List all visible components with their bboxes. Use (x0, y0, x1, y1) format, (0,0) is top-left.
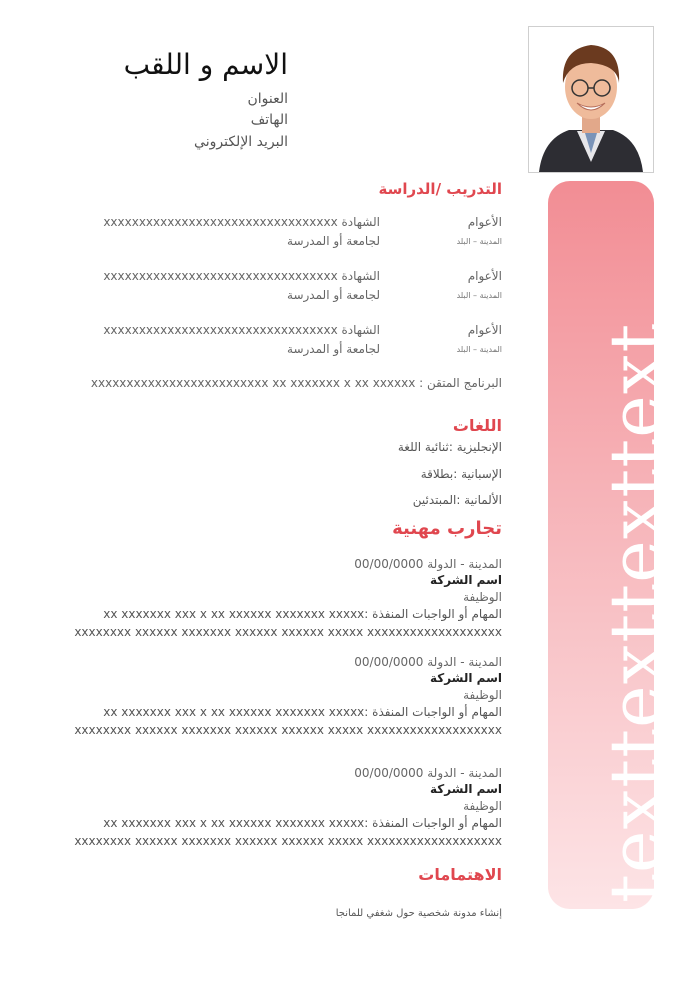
experience-location-date: المدينة - الدولة 00/00/0000 (354, 766, 502, 780)
education-years: الأعوام (467, 269, 502, 283)
experience-location-date: المدينة - الدولة 00/00/0000 (354, 557, 502, 571)
education-years: الأعوام (467, 215, 502, 229)
education-school: لجامعة أو المدرسة (287, 234, 380, 248)
education-city: المدينة – البلد (456, 291, 502, 300)
profile-photo (528, 26, 654, 173)
education-title: التدريب /الدراسة (378, 180, 502, 198)
email: البريد الإلكتروني (194, 134, 288, 150)
job-tasks-continued: xxxxxxxx xxxxxx xxxxxxx xxxxxx xxxxxx xxxxx xxxxxxxxxxxxxxxxxxx (74, 834, 502, 848)
language-item: الإنجليزية :ثنائية اللغة (397, 440, 502, 454)
person-name: الاسم و اللقب (123, 48, 288, 81)
company-name: اسم الشركة (429, 573, 502, 587)
education-school: لجامعة أو المدرسة (287, 342, 380, 356)
language-item: الألمانية :المبتدئين (412, 493, 502, 507)
experience-title: تجارب مهنية (392, 518, 502, 539)
sidebar-vertical-text: texttexttexttext (594, 322, 678, 903)
education-degree: الشهادة xxxxxxxxxxxxxxxxxxxxxxxxxxxxxxxxx (103, 323, 380, 337)
education-years: الأعوام (467, 323, 502, 337)
education-school: لجامعة أو المدرسة (287, 288, 380, 302)
education-degree: الشهادة xxxxxxxxxxxxxxxxxxxxxxxxxxxxxxxxx (103, 215, 380, 229)
experience-location-date: المدينة - الدولة 00/00/0000 (354, 655, 502, 669)
education-city: المدينة – البلد (456, 237, 502, 246)
job-tasks: المهام أو الواجبات المنفذة :xx xxxxxxx xxx x xx xxxxxx xxxxxxx xxxxx (103, 607, 502, 621)
software-skills: البرنامج المتقن : xxxxxxxxxxxxxxxxxxxxxxxxx xx xxxxxxx x xx xxxxxx (90, 376, 502, 390)
interest-item: إنشاء مدونة شخصية حول شغفي للمانجا (335, 908, 502, 919)
company-name: اسم الشركة (429, 671, 502, 685)
languages-title: اللغات (452, 416, 502, 435)
education-degree: الشهادة xxxxxxxxxxxxxxxxxxxxxxxxxxxxxxxxx (103, 269, 380, 283)
job-tasks: المهام أو الواجبات المنفذة :xx xxxxxxx xxx x xx xxxxxx xxxxxxx xxxxx (103, 705, 502, 719)
education-city: المدينة – البلد (456, 345, 502, 354)
interests-title: الاهتمامات (418, 865, 502, 884)
language-item: الإسبانية :بطلاقة (420, 467, 502, 481)
decorative-sidebar (548, 181, 678, 909)
company-name: اسم الشركة (429, 782, 502, 796)
job-tasks-continued: xxxxxxxx xxxxxx xxxxxxx xxxxxx xxxxxx xxxxx xxxxxxxxxxxxxxxxxxx (74, 723, 502, 737)
job-title: الوظيفة (463, 590, 502, 604)
job-tasks: المهام أو الواجبات المنفذة :xx xxxxxxx xxx x xx xxxxxx xxxxxxx xxxxx (103, 816, 502, 830)
job-title: الوظيفة (463, 799, 502, 813)
job-title: الوظيفة (463, 688, 502, 702)
phone: الهاتف (250, 112, 288, 128)
address: العنوان (247, 91, 288, 107)
job-tasks-continued: xxxxxxxx xxxxxx xxxxxxx xxxxxx xxxxxx xxxxx xxxxxxxxxxxxxxxxxxx (74, 625, 502, 639)
